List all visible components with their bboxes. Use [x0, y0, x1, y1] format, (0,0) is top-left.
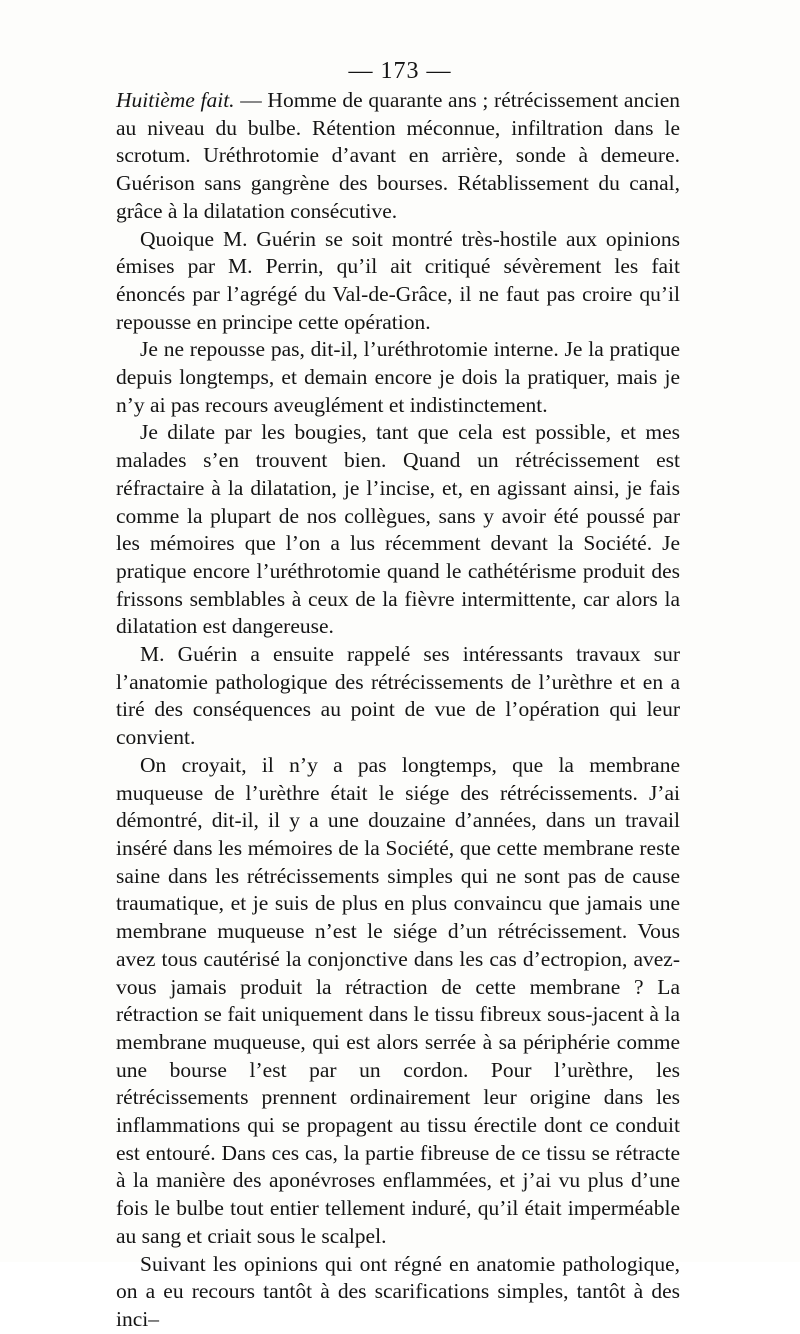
body-text [116, 87, 680, 1334]
paragraph-guerin-quote: Je ne repousse pas, dit-il, l’uréthrotomie interne. Je la pratique depuis longtemps, et demain encore je dois la pratiquer, mais je n’y ai pas recours aveuglément et indistinctement. [116, 337, 680, 417]
paragraph-guerin-position: Quoique M. Guérin se soit montré très-hostile aux opinions émises par M. Perrin, qu’il ait critiqué sévèrement les fait énoncés par l’agrégé du Val-de-Grâce, il ne faut pas croire qu’il repousse en principe cette opération. [116, 226, 680, 334]
case-heading: Huitième fait. [116, 88, 235, 112]
paragraph-dilatation-method: Je dilate par les bougies, tant que cela est possible, et mes malades s’en trouvent bien. Quand un rétrécissement est réfractaire à la dilatation, je l’incise, et, en agissant ainsi, je fais comme la plupart de nos collègues, sans y avoir été poussé par les mémoires que l’on a lus récemment devant la Société. Je pratique encore l’uréthrotomie quand le cathétérisme produit des frissons semblables à ceux de la fièvre intermittente, car alors la dilatation est dangereuse. [116, 420, 680, 639]
page-number: — 173 — [348, 58, 452, 84]
paragraph-mucous-membrane: On croyait, il n’y a pas longtemps, que la membrane muqueuse de l’urèthre était le siége des rétrécissements. J’ai démontré, dit-il, il y a une douzaine d’années, dans un travail inséré dans les mémoires de la Société, que cette membrane reste saine dans les rétrécissements simples qui ne sont pas de cause traumatique, et je suis de plus en plus convaincu que jamais une membrane muqueuse n’est le siége d’un rétrécissement. Vous avez tous cautérisé la conjonctive dans les cas d’ectropion, avez-vous jamais produit la rétraction de cette membrane ? La rétraction se fait uniquement dans le tissu fibreux sous-jacent à la membrane muqueuse, qui est alors serrée à sa périphérie comme une bourse l’est par un cordon. Pour l’urèthre, les rétrécissements prennent ordinairement leur origine dans les inflammations qui se propagent au tissu érectile dont ce conduit est entouré. Dans ces cas, la partie fibreuse de ce tissu se rétracte à la manière des aponévroses enflammées, et j’ai vu plus d’une fois le bulbe tout entier tellement induré, qu’il était imperméable au sang et criait sous le scalpel. [116, 752, 680, 1248]
paragraph-case-report [116, 87, 680, 226]
paragraph-anatomy-work: M. Guérin a ensuite rappelé ses intéressants travaux sur l’anatomie pathologique des rétrécissements de l’urèthre et en a tiré des conséquences au point de vue de l’opération qui leur convient. [116, 642, 680, 750]
paragraph-scarification: Suivant les opinions qui ont régné en anatomie pathologique, on a eu recours tantôt à des scarifications simples, tantôt à des inci– [116, 1251, 680, 1331]
case-report-text: — Homme de quarante ans ; rétrécissement ancien au niveau du bulbe. Rétention méconnue, infiltration dans le scrotum. Uréthrotomie d’avant en arrière, sonde à demeure. Guérison sans gangrène des bourses. Rétablissement du canal, grâce à la dilatation consécutive. [116, 88, 680, 223]
